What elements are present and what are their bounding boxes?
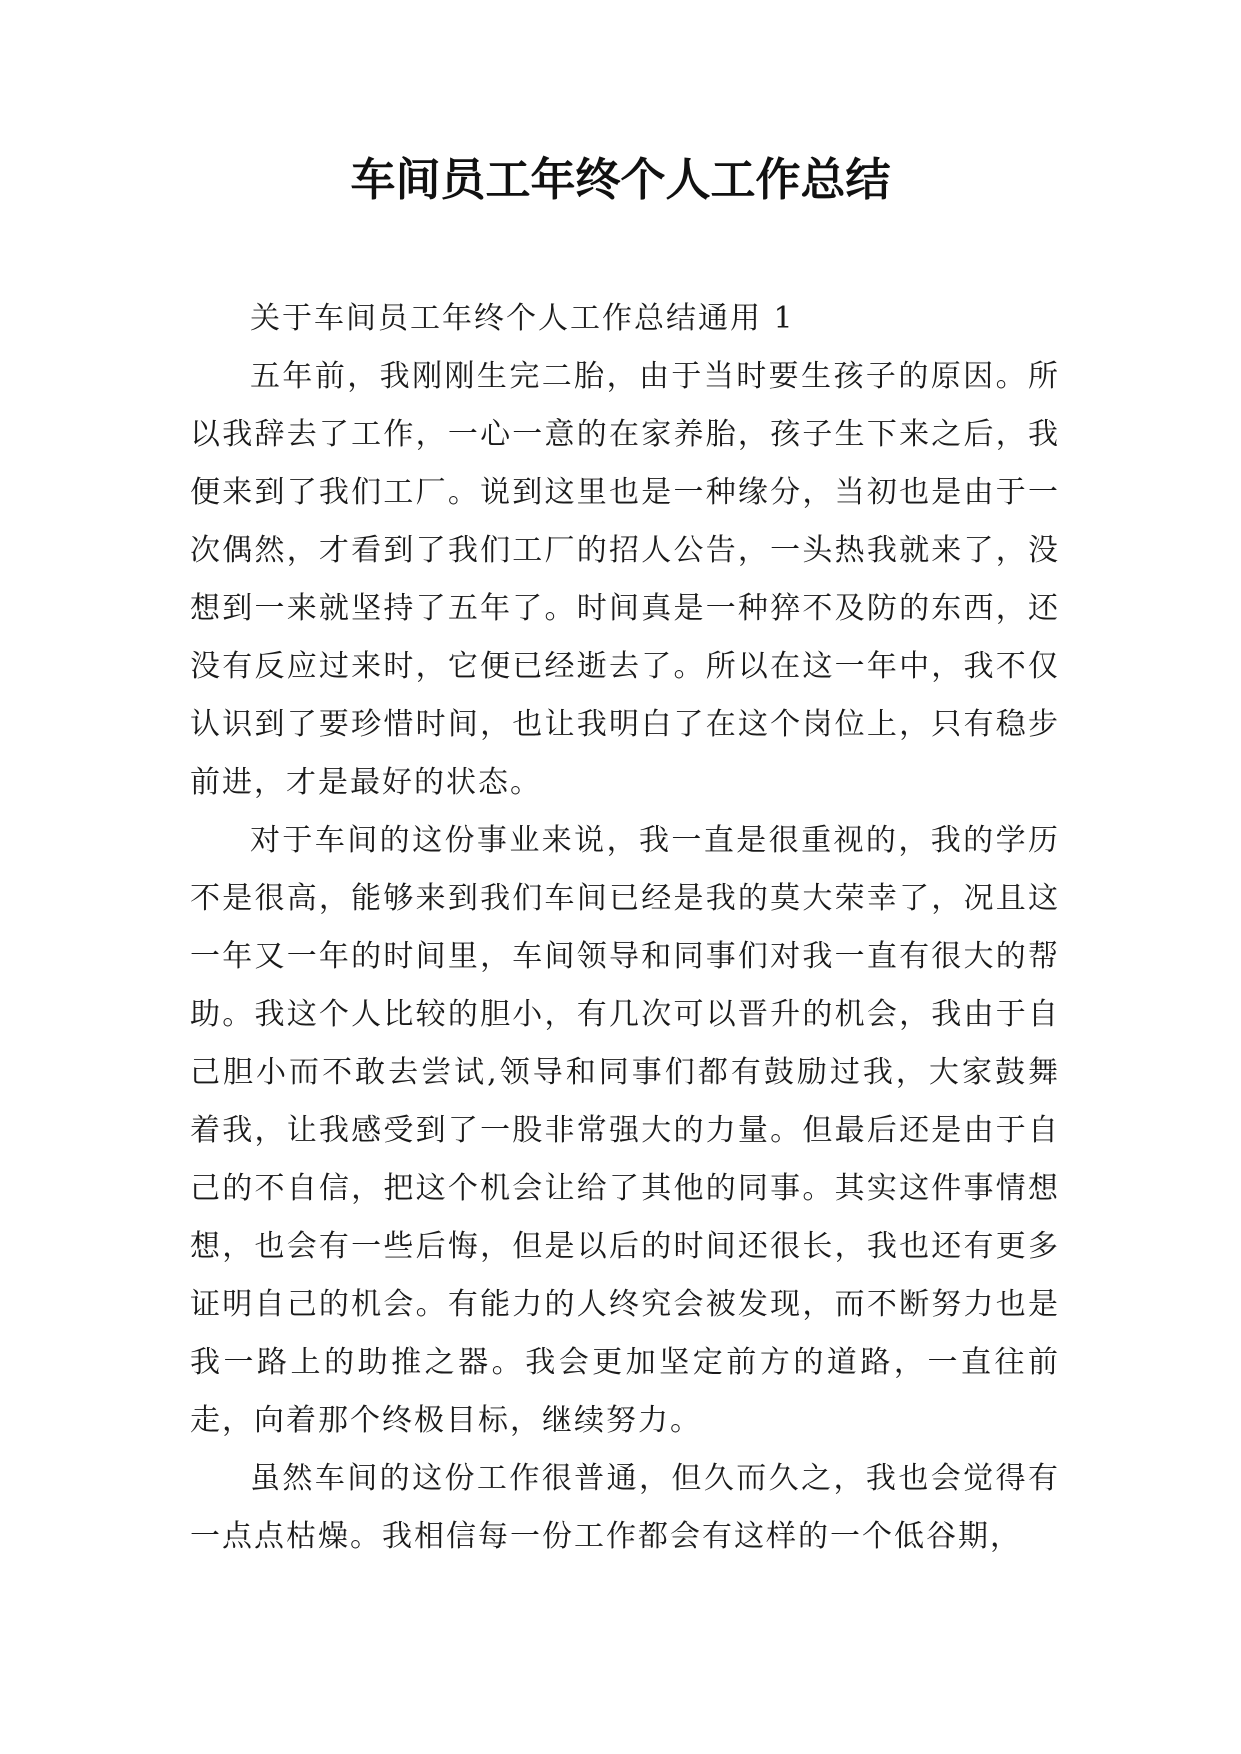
document-body xyxy=(190,290,1060,1566)
paragraph-2: 对于车间的这份事业来说，我一直是很重视的，我的学历不是很高，能够来到我们车间已经是我的莫大荣幸了，况且这一年又一年的时间里，车间领导和同事们对我一直有很大的帮助。我这个人比较的胆小，有几次可以晋升的机会，我由于自己胆小而不敢去尝试,领导和同事们都有鼓励过我，大家鼓舞着我，让我感受到了一股非常强大的力量。但最后还是由于自己的不自信，把这个机会让给了其他的同事。其实这件事情想想，也会有一些后悔，但是以后的时间还很长，我也还有更多证明自己的机会。有能力的人终究会被发现，而不断努力也是我一路上的助推之器。我会更加坚定前方的道路，一直往前走，向着那个终极目标，继续努力。 xyxy=(190,823,1060,1438)
document-subtitle: 关于车间员工年终个人工作总结通用 1 xyxy=(250,301,795,336)
paragraph-3: 虽然车间的这份工作很普通，但久而久之，我也会觉得有一点点枯燥。我相信每一份工作都会有这样的一个低谷期， xyxy=(190,1461,1060,1554)
paragraph-1: 五年前，我刚刚生完二胎，由于当时要生孩子的原因。所以我辞去了工作，一心一意的在家养胎，孩子生下来之后，我便来到了我们工厂。说到这里也是一种缘分，当初也是由于一次偶然，才看到了我们工厂的招人公告，一头热我就来了，没想到一来就坚持了五年了。时间真是一种猝不及防的东西，还没有反应过来时，它便已经逝去了。所以在这一年中，我不仅认识到了要珍惜时间，也让我明白了在这个岗位上，只有稳步前进，才是最好的状态。 xyxy=(190,359,1060,800)
document-title: 车间员工年终个人工作总结 xyxy=(350,153,891,206)
